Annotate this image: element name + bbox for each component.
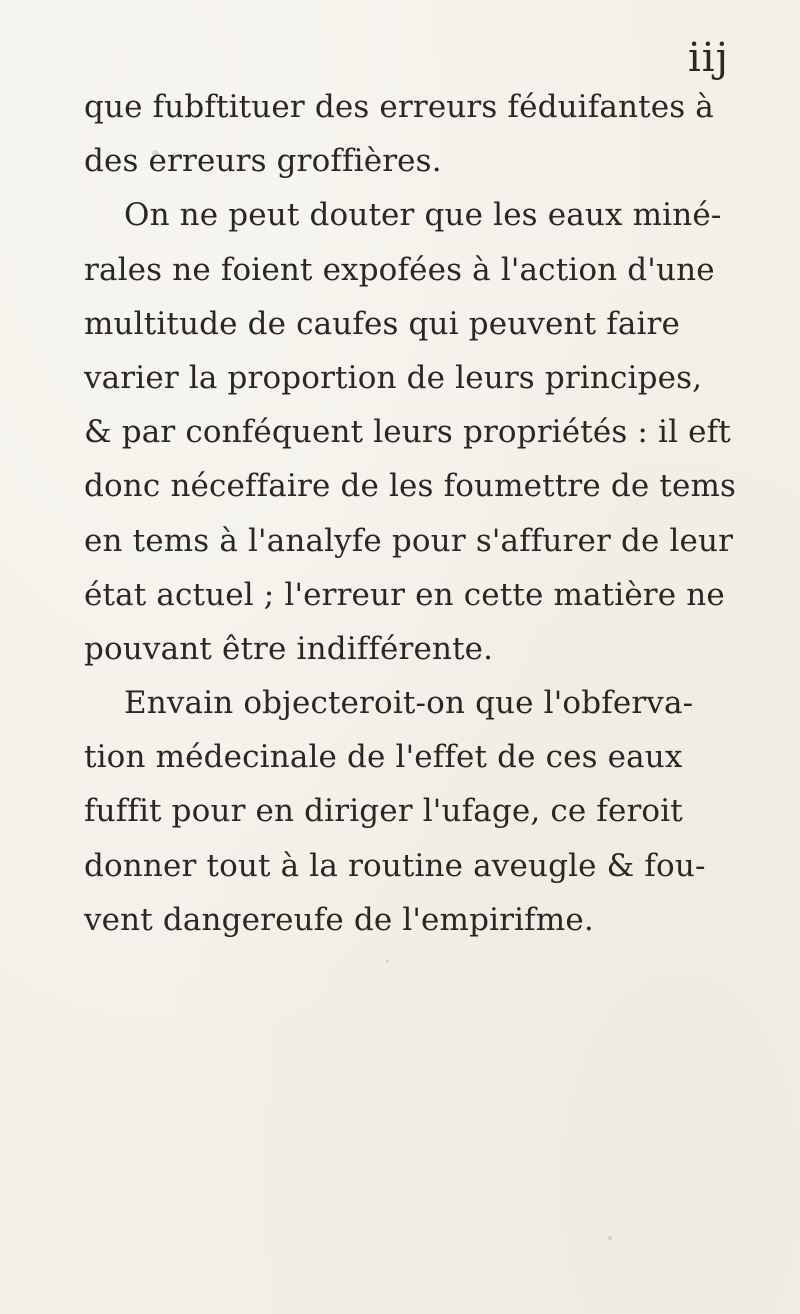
paragraph-start-line: Envain objecteroit-on que l'obferva- [124,685,694,722]
paragraph-start-line: On ne peut douter que les eaux miné- [124,197,722,234]
text-line: varier la proportion de leurs principes, [84,359,703,396]
text-line: donc néceffaire de les foumettre de tems [84,468,737,505]
body-text [84,80,737,947]
text-line: état actuel ; l'erreur en cette matière ne [84,576,725,613]
text-line: des erreurs groffières. [84,143,442,180]
paper-speck [608,1236,612,1240]
text-line: donner tout à la routine aveugle & fou- [84,847,706,884]
text-line: & par conféquent leurs propriétés : il eft [84,414,731,451]
text-line: fuffit pour en diriger l'ufage, ce feroit [84,793,683,830]
text-line: rales ne foient expofées à l'action d'une [84,251,715,288]
text-line: multitude de caufes qui peuvent faire [84,305,681,342]
paper-speck [152,150,159,156]
paper-speck [386,960,389,963]
text-line: tion médecinale de l'effet de ces eaux [84,739,683,776]
text-line: en tems à l'analyfe pour s'affurer de leur [84,522,734,559]
page-number: iij [688,35,729,81]
text-line: pouvant être indifférente. [84,630,494,667]
text-line: vent dangereufe de l'empirifme. [84,901,594,938]
text-line: que fubftituer des erreurs féduifantes à [84,89,714,125]
